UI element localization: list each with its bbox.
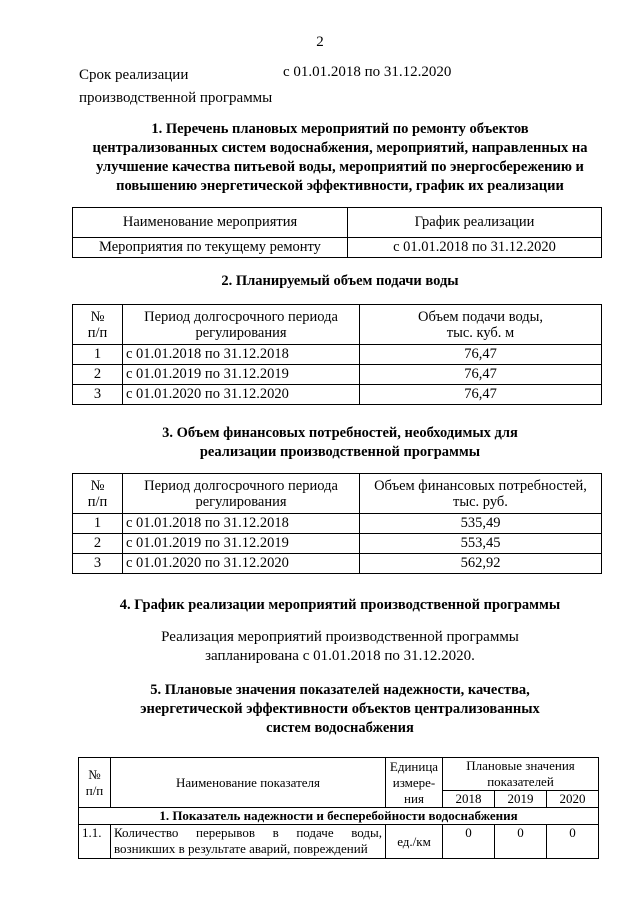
table-cell: 562,92	[360, 554, 602, 574]
header-line: №	[90, 308, 105, 325]
header-cell	[79, 758, 111, 808]
title-line: реализации производственной программы	[199, 444, 481, 460]
table-row	[73, 345, 602, 365]
title-line: повышению энергетической эффективности, график их реализации	[116, 178, 564, 194]
text-line: возникших в результате аварий, повреждений	[114, 841, 368, 856]
header-line: №	[90, 477, 105, 494]
header-line: тыс. руб.	[453, 493, 508, 510]
table-cell: 76,47	[360, 385, 602, 405]
header-cell	[73, 474, 123, 514]
subheading-cell: 1. Показатель надежности и бесперебойности водоснабжения	[79, 808, 599, 825]
title-line: систем водоснабжения	[266, 720, 414, 736]
table-cell: ед./км	[386, 825, 443, 859]
page-number: 2	[316, 34, 324, 50]
header-line: Объем подачи воды,	[417, 308, 544, 325]
section4-text	[60, 628, 620, 666]
title-line: улучшение качества питьевой воды, мероприятий по энергосбережению и	[96, 159, 584, 175]
table-cell: 76,47	[360, 365, 602, 385]
indicators-table	[78, 757, 599, 859]
year-cell: 2019	[495, 791, 547, 808]
table-header-row	[73, 305, 602, 345]
header-line: Период долгосрочного периода	[144, 308, 338, 325]
header-cell	[123, 474, 360, 514]
table-row	[73, 385, 602, 405]
text-line: Реализация мероприятий производственной программы	[161, 629, 519, 645]
table-row	[73, 514, 602, 534]
header-line: ния	[404, 790, 424, 806]
table-cell: 535,49	[360, 514, 602, 534]
header-cell	[360, 305, 602, 345]
financing-table	[72, 473, 602, 574]
title-line: централизованных систем водоснабжения, мероприятий, направленных на	[92, 140, 588, 156]
table-cell: 1.1.	[79, 825, 111, 859]
table-cell: с 01.01.2018 по 31.12.2020	[348, 238, 602, 258]
title-line: 1. Перечень плановых мероприятий по ремонту объектов	[151, 121, 529, 137]
table-cell: с 01.01.2020 по 31.12.2020	[123, 554, 360, 574]
table-cell: 2	[73, 365, 123, 385]
table-header-row	[73, 208, 602, 238]
header-cell: График реализации	[348, 208, 602, 238]
table-cell: Мероприятия по текущему ремонту	[73, 238, 348, 258]
table-cell: 2	[73, 534, 123, 554]
table-cell: с 01.01.2019 по 31.12.2019	[123, 365, 360, 385]
header-line: показателей	[487, 774, 554, 789]
water-supply-table	[72, 304, 602, 405]
table-cell: 3	[73, 554, 123, 574]
header-cell: Наименование показателя	[111, 758, 386, 808]
header-line: измере-	[392, 774, 436, 790]
text-line: Количество перерывов в подаче воды,	[114, 825, 382, 840]
year-cell: 2018	[443, 791, 495, 808]
section2-title: 2. Планируемый объем подачи воды	[221, 273, 459, 289]
table-cell: 0	[443, 825, 495, 859]
table-cell: с 01.01.2018 по 31.12.2018	[123, 514, 360, 534]
section5-title	[60, 681, 620, 738]
header-cell: Наименование мероприятия	[73, 208, 348, 238]
header-line: регулирования	[195, 493, 287, 510]
header-line: регулирования	[195, 324, 287, 341]
header-line: Единица	[389, 758, 439, 774]
term-value: с 01.01.2018 по 31.12.2020	[283, 64, 452, 80]
table-row	[73, 534, 602, 554]
table-cell: 76,47	[360, 345, 602, 365]
term-label-line: Срок реализации	[79, 67, 189, 83]
table-cell	[111, 825, 386, 859]
text-line: запланирована с 01.01.2018 по 31.12.2020.	[205, 648, 475, 664]
table-cell: 1	[73, 514, 123, 534]
header-line: Плановые значения	[466, 758, 575, 773]
header-cell	[73, 305, 123, 345]
table-row	[73, 365, 602, 385]
header-line: п/п	[87, 324, 108, 341]
header-line: №	[88, 766, 101, 782]
section3-title	[60, 424, 620, 462]
year-cell: 2020	[547, 791, 599, 808]
header-line: тыс. куб. м	[446, 324, 515, 341]
table-row	[79, 825, 599, 859]
header-line: Объем финансовых потребностей,	[374, 477, 587, 494]
term-label	[79, 64, 279, 110]
table-cell: 0	[495, 825, 547, 859]
table-cell: с 01.01.2018 по 31.12.2018	[123, 345, 360, 365]
header-cell	[386, 758, 443, 808]
table-cell: 1	[73, 345, 123, 365]
title-line: 5. Плановые значения показателей надежности, качества,	[150, 682, 530, 698]
table-cell: с 01.01.2019 по 31.12.2019	[123, 534, 360, 554]
term-label-line: производственной программы	[79, 90, 273, 106]
header-cell	[123, 305, 360, 345]
header-cell	[443, 758, 599, 791]
events-table	[72, 207, 602, 258]
header-line: Период долгосрочного периода	[144, 477, 338, 494]
section4-title: 4. График реализации мероприятий производственной программы	[119, 597, 561, 613]
table-header-row	[79, 758, 599, 791]
table-header-row	[73, 474, 602, 514]
table-row	[73, 554, 602, 574]
table-row	[73, 238, 602, 258]
table-cell: 553,45	[360, 534, 602, 554]
table-cell: 0	[547, 825, 599, 859]
section1-title	[60, 120, 620, 196]
header-line: п/п	[87, 493, 108, 510]
table-subheading-row	[79, 808, 599, 825]
header-line: п/п	[85, 782, 104, 798]
table-cell: 3	[73, 385, 123, 405]
header-cell	[360, 474, 602, 514]
table-cell: с 01.01.2020 по 31.12.2020	[123, 385, 360, 405]
title-line: энергетической эффективности объектов централизованных	[140, 701, 540, 717]
title-line: 3. Объем финансовых потребностей, необходимых для	[162, 425, 518, 441]
